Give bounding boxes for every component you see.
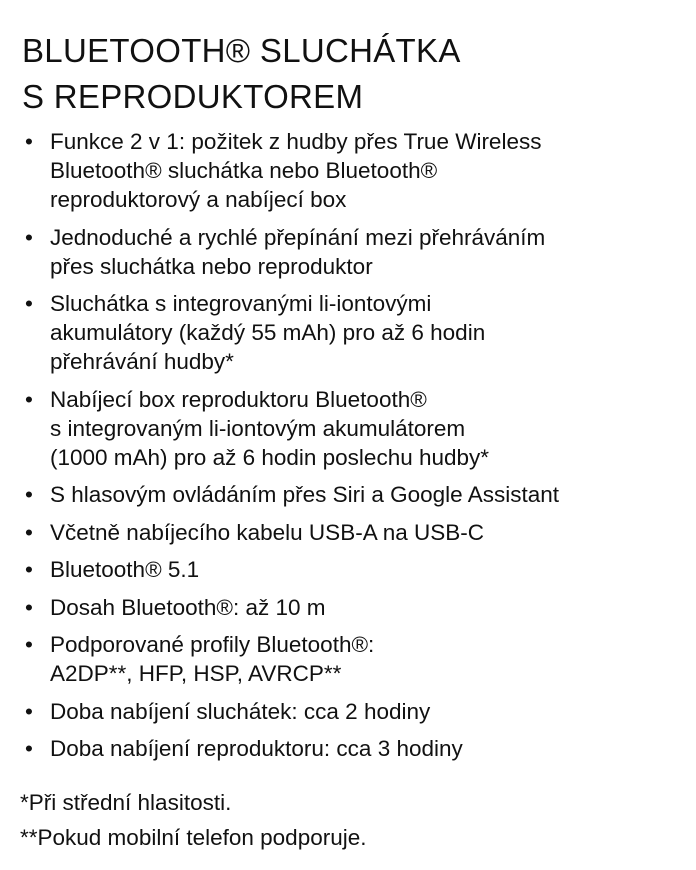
footnote: *Při střední hlasitosti. — [20, 790, 232, 815]
list-item-text: Sluchátka s integrovanými li-iontovými — [50, 291, 432, 316]
page-title — [22, 28, 461, 120]
bullet-icon: • — [25, 129, 33, 154]
list-item-text: Bluetooth® sluchátka nebo Bluetooth® — [50, 158, 438, 183]
list-item — [0, 630, 680, 688]
list-item-text: reproduktorový a nabíjecí box — [50, 187, 347, 212]
list-item — [0, 289, 680, 376]
feature-list — [0, 127, 680, 772]
list-item-text: Jednoduché a rychlé přepínání mezi přehráváním — [50, 224, 546, 250]
list-item-text: Funkce 2 v 1: požitek z hudby přes True Wireless — [50, 129, 542, 154]
list-item-text: s integrovaným li-iontovým akumulátorem — [50, 415, 466, 441]
list-item-text: akumulátory (každý 55 mAh) pro až 6 hodin — [50, 320, 486, 345]
list-item-text: Včetně nabíjecího kabelu USB-A na USB-C — [50, 519, 484, 545]
list-item — [0, 127, 680, 214]
bullet-icon: • — [25, 291, 33, 316]
bullet-icon: • — [25, 632, 33, 657]
list-item — [0, 697, 680, 726]
list-item-text: přehrávání hudby* — [50, 349, 234, 374]
list-item-text: Doba nabíjení reproduktoru: cca 3 hodiny — [50, 736, 463, 761]
list-item — [0, 385, 680, 472]
list-item — [0, 518, 680, 547]
list-item-text: Podporované profily Bluetooth®: — [50, 632, 375, 657]
list-item — [0, 734, 680, 763]
bullet-icon: • — [25, 736, 33, 761]
bullet-icon: • — [25, 594, 33, 620]
list-item-text: A2DP**, HFP, HSP, AVRCP** — [50, 661, 342, 686]
list-item-text: Doba nabíjení sluchátek: cca 2 hodiny — [50, 698, 431, 724]
bullet-icon: • — [25, 557, 33, 582]
list-item-text: S hlasovým ovládáním přes Siri a Google Assistant — [50, 482, 559, 507]
bullet-icon: • — [25, 482, 33, 507]
list-item-text: Dosah Bluetooth®: až 10 m — [50, 594, 326, 620]
footnote: **Pokud mobilní telefon podporuje. — [20, 825, 367, 850]
bullet-icon: • — [25, 698, 33, 724]
list-item — [0, 593, 680, 622]
bullet-icon: • — [25, 386, 33, 412]
title-line: BLUETOOTH® SLUCHÁTKA — [22, 32, 461, 69]
list-item-text: Nabíjecí box reproduktoru Bluetooth® — [50, 386, 427, 412]
bullet-icon: • — [25, 519, 33, 545]
list-item-text: Bluetooth® 5.1 — [50, 557, 200, 582]
list-item — [0, 480, 680, 509]
bullet-icon: • — [25, 224, 33, 250]
list-item — [0, 223, 680, 281]
list-item-text: přes sluchátka nebo reproduktor — [50, 253, 373, 279]
title-line: S REPRODUKTOREM — [22, 78, 364, 115]
list-item-text: (1000 mAh) pro až 6 hodin poslechu hudby* — [50, 444, 490, 470]
list-item — [0, 555, 680, 584]
